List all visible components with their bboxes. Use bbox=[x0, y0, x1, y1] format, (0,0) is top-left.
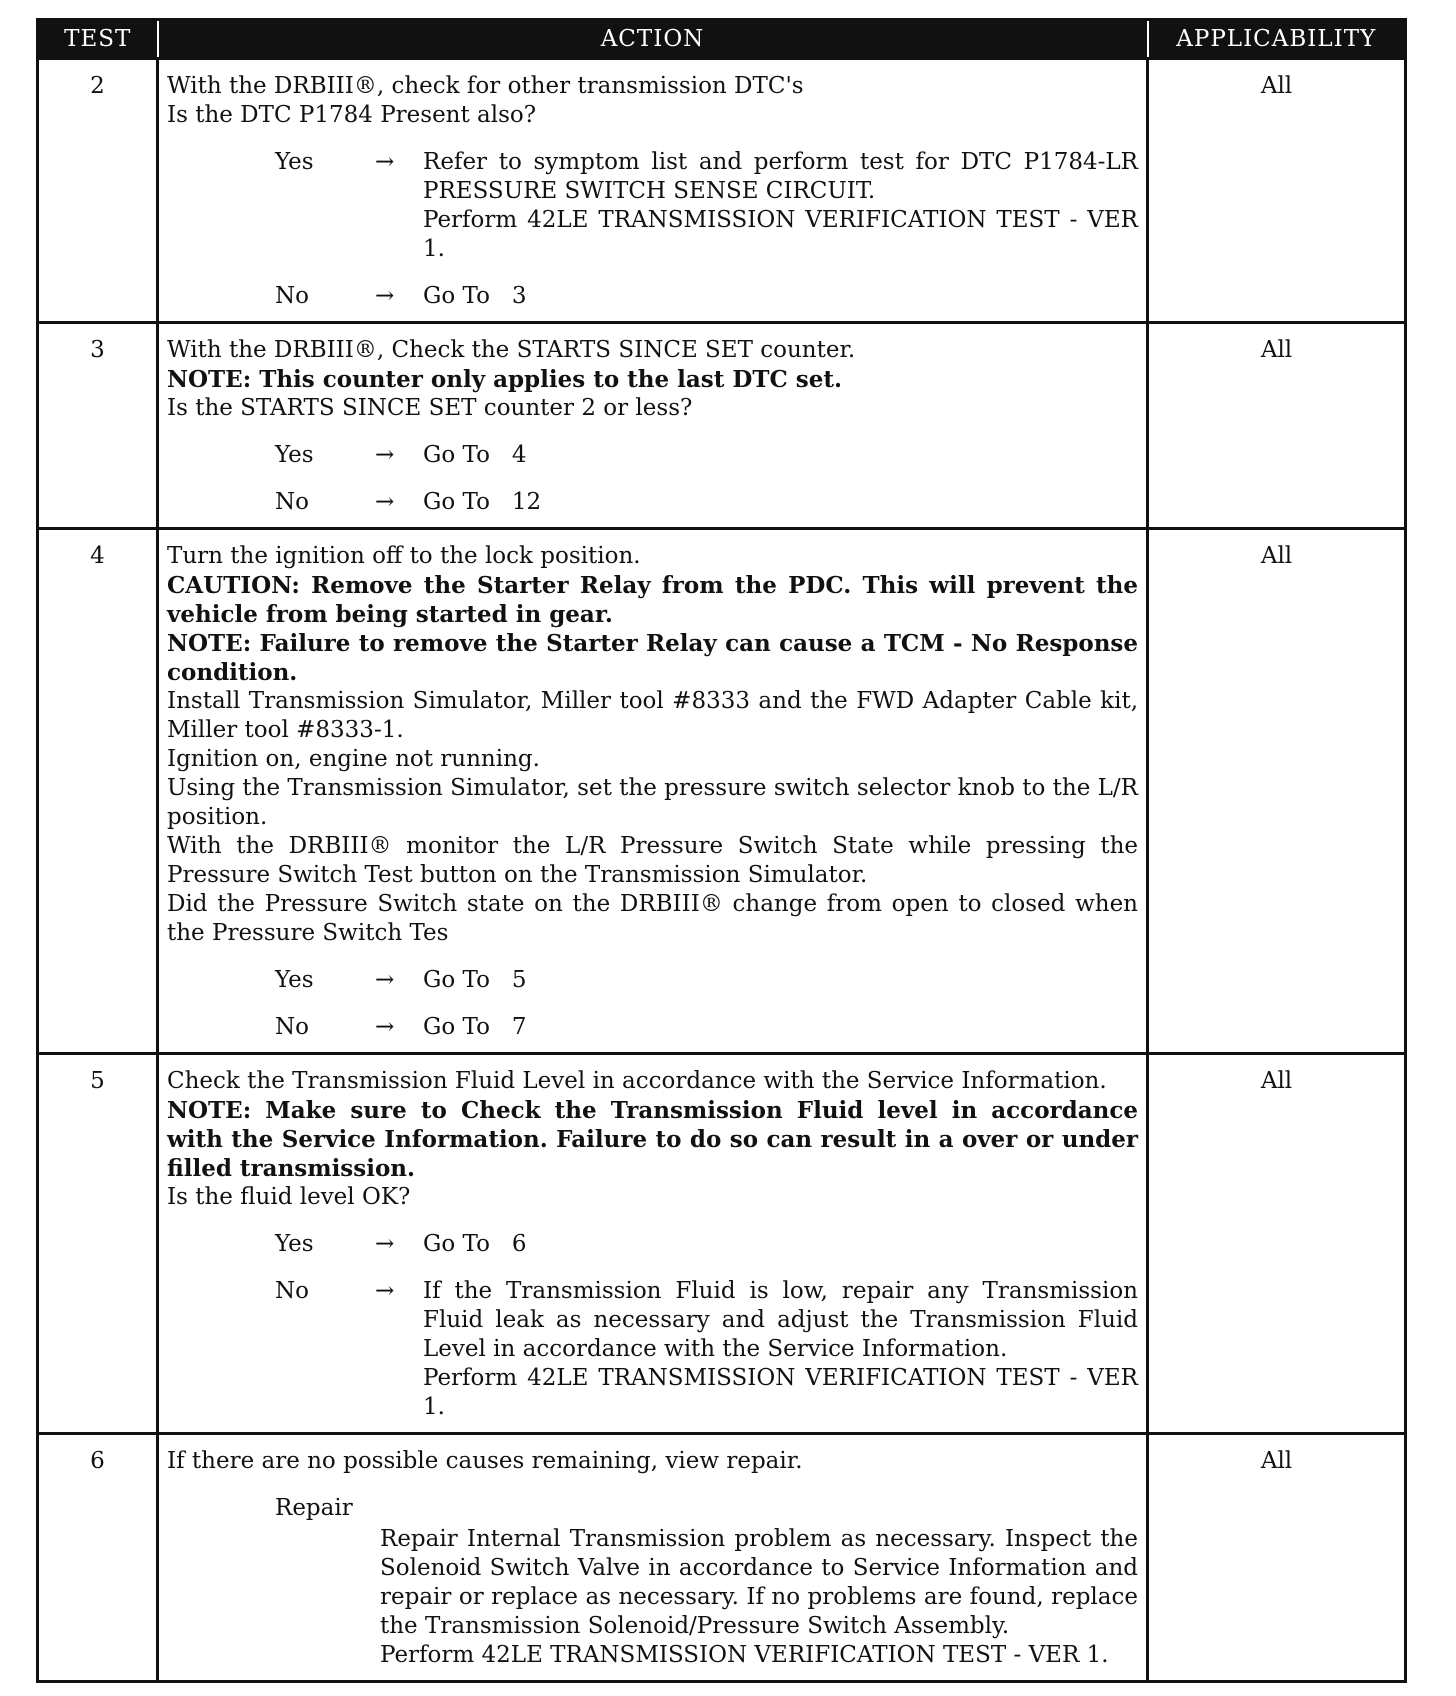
yes-target: Go To 5 bbox=[423, 967, 527, 993]
note-text: NOTE: Make sure to Check the Transmission Fluid level in accordance with the Service Information. Failure to do so can result in a over or under filled transmission. bbox=[167, 1097, 1138, 1182]
no-target-text: If the Transmission Fluid is low, repair any Transmission Fluid leak as necessary and adjust the Transmission Fluid Level in accordance with the Service Information. bbox=[423, 1278, 1138, 1362]
no-label: No bbox=[275, 1014, 309, 1040]
action-cell bbox=[158, 323, 1148, 529]
yes-target: Go To 6 bbox=[423, 1231, 527, 1257]
yes-target: Go To 4 bbox=[423, 442, 527, 468]
action-text: Install Transmission Simulator, Miller tool #8333 and the FWD Adapter Cable kit, Miller tool #8333-1. bbox=[167, 688, 1138, 743]
no-target: Go To 3 bbox=[423, 283, 527, 309]
table-row-test-2 bbox=[38, 59, 1406, 323]
repair-instructions: Repair Internal Transmission problem as necessary. Inspect the Solenoid Switch Valve in accordance to Service Information and repair or replace as necessary. If no problems are found, replace the Transmission Solenoid/Pressure Switch Assembly. bbox=[380, 1526, 1138, 1639]
yes-label: Yes bbox=[275, 967, 314, 993]
action-text: Is the fluid level OK? bbox=[167, 1184, 411, 1210]
yes-branch bbox=[167, 148, 1138, 264]
action-text: Is the STARTS SINCE SET counter 2 or less? bbox=[167, 395, 693, 421]
action-text: Turn the ignition off to the lock position. bbox=[167, 543, 641, 569]
diagnostic-test-table bbox=[36, 18, 1407, 1683]
column-header-test: TEST bbox=[38, 20, 158, 59]
arrow-right-icon: → bbox=[375, 149, 395, 175]
arrow-right-icon: → bbox=[375, 489, 395, 515]
no-branch bbox=[167, 1013, 1138, 1042]
no-branch bbox=[167, 488, 1138, 517]
yes-label: Yes bbox=[275, 442, 314, 468]
action-text: Check the Transmission Fluid Level in accordance with the Service Information. bbox=[167, 1068, 1107, 1094]
yes-target-text: Refer to symptom list and perform test for DTC P1784-LR PRESSURE SWITCH SENSE CIRCUIT. bbox=[423, 149, 1138, 204]
action-cell bbox=[158, 59, 1148, 323]
test-number: 6 bbox=[38, 1434, 158, 1682]
verification-test-text: Perform 42LE TRANSMISSION VERIFICATION TEST - VER 1. bbox=[423, 207, 1138, 262]
repair-text bbox=[380, 1525, 1138, 1670]
action-text: Did the Pressure Switch state on the DRBIII® change from open to closed when the Pressure Switch Tes bbox=[167, 891, 1138, 946]
no-branch bbox=[167, 1277, 1138, 1422]
applicability-value: All bbox=[1148, 529, 1406, 1054]
no-target: Go To 7 bbox=[423, 1014, 527, 1040]
yes-branch bbox=[167, 441, 1138, 470]
no-target bbox=[423, 1277, 1138, 1422]
action-text: Is the DTC P1784 Present also? bbox=[167, 102, 537, 128]
arrow-right-icon: → bbox=[375, 283, 395, 309]
table-row-test-5 bbox=[38, 1054, 1406, 1434]
no-branch bbox=[167, 282, 1138, 311]
note-text: NOTE: Failure to remove the Starter Relay can cause a TCM - No Response condition. bbox=[167, 630, 1138, 686]
action-text: Using the Transmission Simulator, set the pressure switch selector knob to the L/R position. bbox=[167, 775, 1138, 830]
action-text: With the DRBIII® monitor the L/R Pressure Switch State while pressing the Pressure Switch Test button on the Transmission Simulator. bbox=[167, 833, 1138, 888]
arrow-right-icon: → bbox=[375, 1014, 395, 1040]
test-number: 3 bbox=[38, 323, 158, 529]
no-target: Go To 12 bbox=[423, 489, 542, 515]
yes-branch bbox=[167, 1230, 1138, 1259]
yes-target bbox=[423, 148, 1138, 264]
action-cell bbox=[158, 529, 1148, 1054]
arrow-right-icon: → bbox=[375, 1231, 395, 1257]
applicability-value: All bbox=[1148, 1434, 1406, 1682]
note-text: NOTE: This counter only applies to the last DTC set. bbox=[167, 366, 842, 393]
test-number: 2 bbox=[38, 59, 158, 323]
verification-test-text: Perform 42LE TRANSMISSION VERIFICATION TEST - VER 1. bbox=[423, 1365, 1138, 1420]
test-number: 5 bbox=[38, 1054, 158, 1434]
no-label: No bbox=[275, 1278, 309, 1304]
yes-label: Yes bbox=[275, 1231, 314, 1257]
table-row-test-4 bbox=[38, 529, 1406, 1054]
caution-text: CAUTION: Remove the Starter Relay from the PDC. This will prevent the vehicle from being started in gear. bbox=[167, 572, 1138, 628]
table-header-row bbox=[38, 20, 1406, 59]
repair-label: Repair bbox=[275, 1495, 353, 1521]
arrow-right-icon: → bbox=[375, 442, 395, 468]
column-header-applicability: APPLICABILITY bbox=[1148, 20, 1406, 59]
arrow-right-icon: → bbox=[375, 1278, 395, 1304]
yes-label: Yes bbox=[275, 149, 314, 175]
action-cell bbox=[158, 1434, 1148, 1682]
table-row-test-6 bbox=[38, 1434, 1406, 1682]
action-text: With the DRBIII®, check for other transmission DTC's bbox=[167, 73, 804, 99]
action-text: With the DRBIII®, Check the STARTS SINCE SET counter. bbox=[167, 337, 856, 363]
column-header-action: ACTION bbox=[158, 20, 1148, 59]
yes-branch bbox=[167, 966, 1138, 995]
applicability-value: All bbox=[1148, 1054, 1406, 1434]
no-label: No bbox=[275, 283, 309, 309]
applicability-value: All bbox=[1148, 59, 1406, 323]
action-text: Ignition on, engine not running. bbox=[167, 746, 540, 772]
table-row-test-3 bbox=[38, 323, 1406, 529]
applicability-value: All bbox=[1148, 323, 1406, 529]
no-label: No bbox=[275, 489, 309, 515]
action-cell bbox=[158, 1054, 1148, 1434]
verification-test-text: Perform 42LE TRANSMISSION VERIFICATION TEST - VER 1. bbox=[380, 1642, 1109, 1668]
arrow-right-icon: → bbox=[375, 967, 395, 993]
action-text: If there are no possible causes remaining, view repair. bbox=[167, 1448, 803, 1474]
test-number: 4 bbox=[38, 529, 158, 1054]
